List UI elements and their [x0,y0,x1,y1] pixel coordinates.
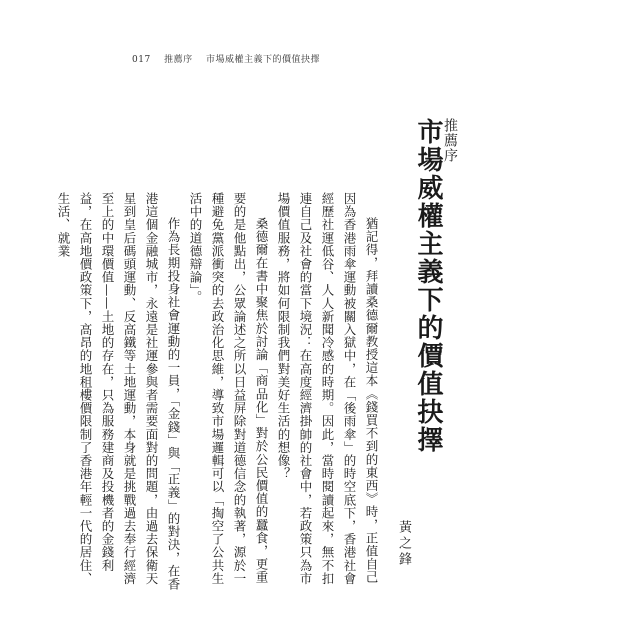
body-text [56,192,382,596]
paragraph: 作為長期投身社會運動的一員，「金錢」與「正義」的對決，在香港這個金融城市，永遠是社運參與者需要面對的問題，由過去保衛天星到皇后碼頭運動、反高鐵等土地運動，本身就是挑戰過去奉行經濟至上的中環價值——土地的存在，只為服務建商及投機者的金錢利益，在高地價政策下，高昂的地租樓價限制了香港年輕一代的居住、生活、就業 [56,192,181,591]
author-name: 黃之鋒 [396,520,411,568]
page-header [132,52,330,65]
paragraph: 桑德爾在書中聚焦於討論「商品化」對於公民價值的蠶食，更重要的是他點出，公眾論述之所以日益屏除對道德信念的執著，源於一種避免黨派衝突的去政治化思維，導致市場邏輯可以「掏空了公共生活中的道德辯論」。 [188,192,269,585]
foreword-label: 推薦序 [442,118,458,163]
paragraph: 猶記得，拜讀桑德爾教授這本《錢買不到的東西》時，正值自己因為香港雨傘運動被關入獄中，在「後雨傘」的時空底下，香港社會經歷社運低谷、人人新聞冷感的時期。因此，當時閱讀起來，無不扣連自己及社會的當下境況：在高度經濟掛帥的社會中，若政策只為市場價值服務，將如何限制我們對美好生活的想像？ [276,192,379,585]
page-number: 017 [132,55,151,65]
header-section-label: 推薦序 [164,55,193,65]
header-running-title: 市場威權主義下的價值抉擇 [205,55,320,65]
foreword-title: 市場威權主義下的價值抉擇 [413,118,443,454]
